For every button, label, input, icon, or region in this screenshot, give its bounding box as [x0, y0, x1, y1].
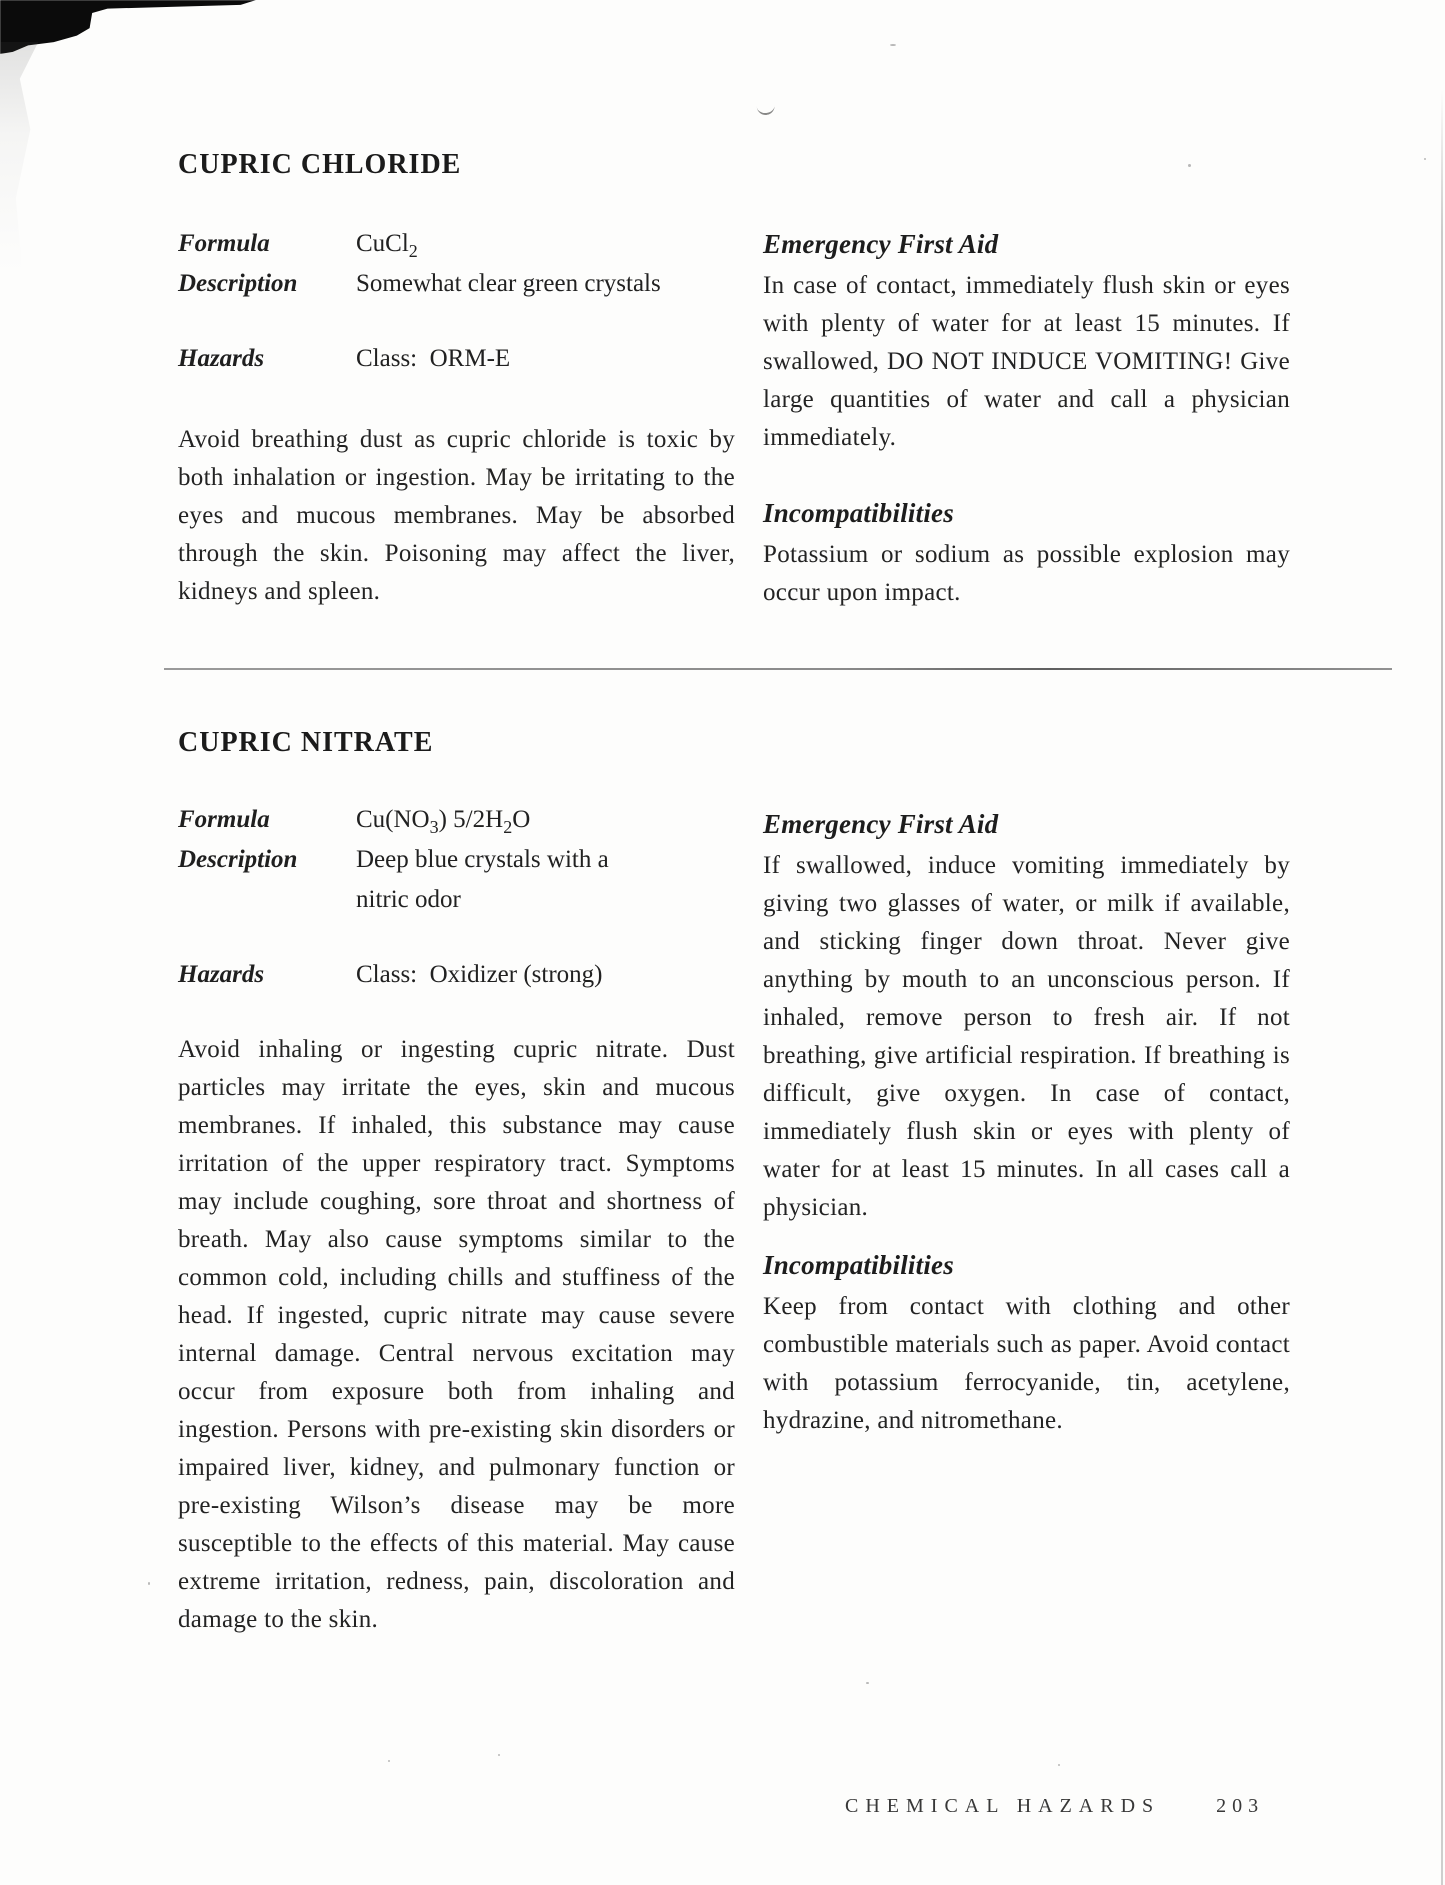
field-label: Description — [178, 270, 298, 297]
field-description — [178, 264, 716, 304]
field-value: $Cu(NO_3)$ $5/2H_2O$ — [356, 806, 531, 837]
section-divider — [164, 668, 1392, 670]
field-spacer — [178, 304, 716, 339]
field-label: Description — [178, 846, 298, 873]
first-aid-paragraph: If swallowed, induce vomiting immediately by giving two glasses of water, or milk if available, and sticking finger down throat. Never give anything by mouth to an unconscious person. If inhaled, remove person to fresh air. If not breathing, give artificial respiration. If breathing is difficult, give oxygen. In case of contact, immediately flush skin or eyes with plenty of water for at least 15 minutes. In all cases call a physician. — [763, 852, 1290, 1221]
field-value: Class: ORM-E — [356, 345, 511, 372]
field-value: CuCl$_2$ — [356, 230, 418, 261]
field-formula — [178, 800, 716, 840]
page-edge-line — [1441, 90, 1443, 1885]
scan-pen-mark — [756, 103, 775, 116]
field-spacer — [178, 920, 716, 955]
field-description — [178, 840, 716, 920]
incompatibilities-heading: Incompatibilities — [763, 498, 954, 528]
field-value: Deep blue crystals with a nitric odor — [356, 846, 609, 913]
field-hazards — [178, 339, 716, 379]
scan-speck — [890, 44, 896, 46]
scan-speck — [1424, 158, 1426, 160]
incompatibilities-paragraph: Keep from contact with clothing and other combustible materials such as paper. Avoid contact with potassium ferrocyanide, tin, acetylene, hydrazine, and nitromethane. — [763, 1293, 1290, 1434]
property-table — [178, 800, 716, 995]
section-title: CUPRIC CHLORIDE — [178, 149, 462, 180]
first-aid-paragraph: In case of contact, immediately flush skin or eyes with plenty of water for at least 15 minutes. If swallowed, DO NOT INDUCE VOMITING! Give large quantities of water and call a physician immediately. — [763, 272, 1290, 451]
scan-speck — [1188, 164, 1191, 167]
section-title: CUPRIC NITRATE — [178, 727, 434, 758]
field-label: Hazards — [178, 961, 265, 988]
hazard-paragraph: Avoid inhaling or ingesting cupric nitrate. Dust particles may irritate the eyes, skin and mucous membranes. If inhaled, this substance may cause irritation of the upper respiratory tract. Symptoms may include coughing, sore throat and shortness of breath. May also cause symptoms similar to the common cold, including chills and stuffiness of the head. If ingested, cupric nitrate may cause severe internal damage. Central nervous excitation may occur from exposure both from inhaling and ingestion. Persons with pre-existing skin disorders or impaired liver, kidney, and pulmonary function or pre-existing Wilson’s disease may be more susceptible to the effects of this material. May cause extreme irritation, redness, pain, discoloration and damage to the skin. — [178, 1036, 735, 1633]
scan-speck — [148, 1582, 150, 1585]
property-table — [178, 224, 716, 379]
field-value: Class: Oxidizer (strong) — [356, 961, 603, 988]
incompatibilities-paragraph: Potassium or sodium as possible explosion may occur upon impact. — [763, 541, 1290, 606]
field-label: Formula — [178, 230, 270, 257]
scan-edge-smudge — [0, 42, 66, 272]
page-footer — [845, 1795, 1264, 1818]
hazard-paragraph: Avoid breathing dust as cupric chloride is toxic by both inhalation or ingestion. May be irritating to the eyes and mucous membranes. May be absorbed through the skin. Poisoning may affect the liver, kidneys and spleen. — [178, 426, 735, 605]
scan-speck — [498, 1754, 500, 1756]
field-value: Somewhat clear green crystals — [356, 270, 661, 297]
scan-speck — [1058, 1764, 1060, 1766]
field-hazards — [178, 955, 716, 995]
first-aid-heading: Emergency First Aid — [763, 809, 999, 839]
scan-speck — [866, 1682, 869, 1684]
scan-speck — [388, 1760, 390, 1762]
running-head: CHEMICAL HAZARDS — [845, 1795, 1161, 1817]
field-label: Formula — [178, 806, 270, 833]
scan-corner-mark — [0, 0, 256, 54]
first-aid-heading: Emergency First Aid — [763, 229, 999, 259]
field-formula — [178, 224, 716, 264]
incompatibilities-heading: Incompatibilities — [763, 1250, 954, 1280]
page-number: 203 — [1216, 1795, 1265, 1817]
field-label: Hazards — [178, 345, 265, 372]
